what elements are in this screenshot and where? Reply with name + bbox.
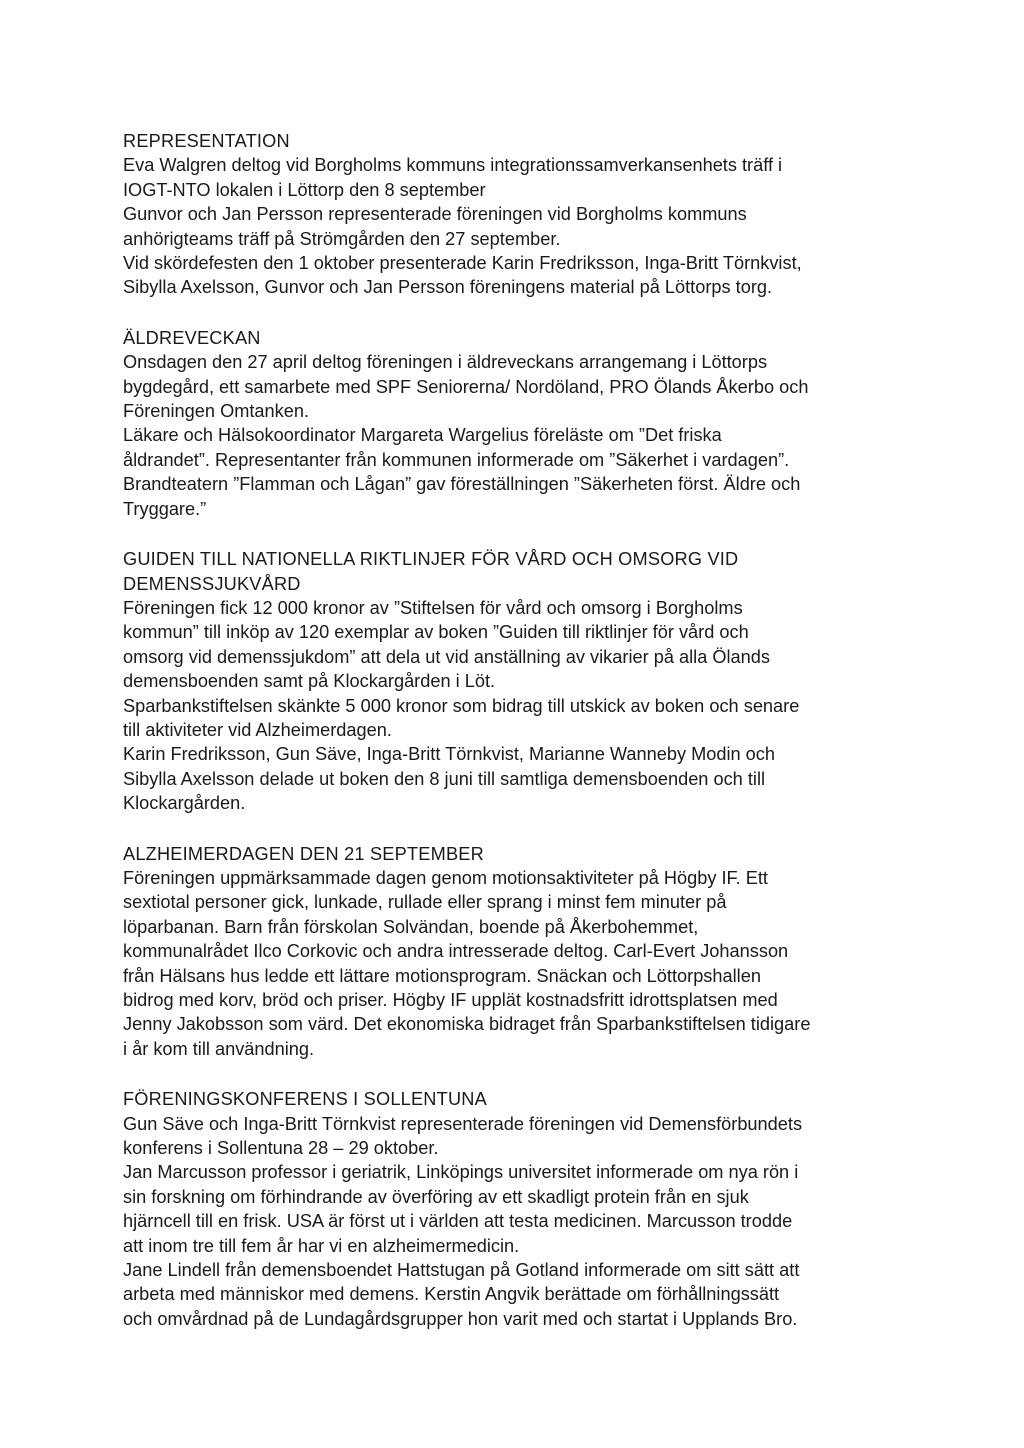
text-line: Sibylla Axelsson, Gunvor och Jan Persson föreningens material på Löttorps torg. [123, 277, 773, 298]
paragraph [123, 423, 913, 472]
heading-line: DEMENSSJUKVÅRD [123, 573, 301, 594]
text-line: konferens i Sollentuna 28 – 29 oktober. [123, 1138, 439, 1159]
text-line: demensboenden samt på Klockargården i Löt. [123, 671, 496, 692]
text-line: Jenny Jakobsson som värd. Det ekonomiska bidraget från Sparbankstiftelsen tidigare [123, 1014, 811, 1035]
paragraph [123, 251, 913, 300]
text-line: Jane Lindell från demensboendet Hattstugan på Gotland informerade om sitt sätt att [123, 1260, 800, 1281]
paragraph [123, 350, 913, 423]
text-line: hjärncell till en frisk. USA är först ut i världen att testa medicinen. Marcusson trodde [123, 1211, 793, 1232]
paragraph [123, 1160, 913, 1258]
text-line: Onsdagen den 27 april deltog föreningen i äldreveckans arrangemang i Löttorps [123, 352, 768, 373]
paragraph [123, 472, 913, 521]
paragraph [123, 694, 913, 743]
section-foreningskonferens [123, 1087, 913, 1331]
text-line: anhörigteams träff på Strömgården den 27 september. [123, 228, 561, 249]
text-line: och omvårdnad på de Lundagårdsgrupper hon varit med och startat i Upplands Bro. [123, 1308, 798, 1329]
text-line: IOGT-NTO lokalen i Löttorp den 8 september [123, 179, 486, 200]
paragraph [123, 153, 913, 202]
section-aldreveckan [123, 326, 913, 521]
heading-line: GUIDEN TILL NATIONELLA RIKTLINJER FÖR VÅRD OCH OMSORG VID [123, 549, 739, 570]
text-line: kommun” till inköp av 120 exemplar av boken ”Guiden till riktlinjer för vård och [123, 622, 749, 643]
text-line: sextiotal personer gick, lunkade, rullade eller sprang i minst fem minuter på [123, 892, 727, 913]
text-line: Klockargården. [123, 793, 246, 814]
text-line: Vid skördefesten den 1 oktober presenterade Karin Fredriksson, Inga-Britt Törnkvist, [123, 253, 802, 274]
section-guiden [123, 547, 913, 815]
section-heading: ALZHEIMERDAGEN DEN 21 SEPTEMBER [123, 843, 484, 864]
text-line: bygdegård, ett samarbete med SPF Seniorerna/ Nordöland, PRO Ölands Åkerbo och [123, 376, 809, 397]
text-line: Karin Fredriksson, Gun Säve, Inga-Britt Törnkvist, Marianne Wanneby Modin och [123, 744, 776, 765]
text-line: omsorg vid demenssjukdom” att dela ut vid anställning av vikarier på alla Ölands [123, 646, 770, 667]
text-line: arbeta med människor med demens. Kerstin Angvik berättade om förhållningssätt [123, 1284, 780, 1305]
paragraph [123, 596, 913, 694]
text-line: bidrog med korv, bröd och priser. Högby IF upplät kostnadsfritt idrottsplatsen med [123, 990, 778, 1010]
text-line: Föreningen fick 12 000 kronor av ”Stiftelsen för vård och omsorg i Borgholms [123, 597, 743, 618]
text-line: Gunvor och Jan Persson representerade föreningen vid Borgholms kommuns [123, 204, 747, 225]
paragraph [123, 742, 913, 815]
paragraph [123, 202, 913, 251]
text-line: löparbanan. Barn från förskolan Solvändan, boende på Åkerbohemmet, [123, 916, 699, 937]
text-line: åldrandet”. Representanter från kommunen informerade om ”Säkerhet i vardagen”. [123, 449, 790, 470]
text-line: från Hälsans hus ledde ett lättare motionsprogram. Snäckan och Löttorpshallen [123, 965, 761, 986]
text-line: i år kom till användning. [123, 1038, 315, 1059]
text-line: till aktiviteter vid Alzheimerdagen. [123, 719, 392, 740]
text-line: Läkare och Hälsokoordinator Margareta Wargelius föreläste om ”Det friska [123, 425, 722, 446]
section-alzheimerdagen [123, 842, 913, 1062]
text-line: Eva Walgren deltog vid Borgholms kommuns integrationssamverkansenhets träff i [123, 155, 783, 176]
paragraph [123, 1112, 913, 1161]
section-heading [123, 547, 913, 596]
text-line: sin forskning om förhindrande av överföring av ett skadligt protein från en sjuk [123, 1186, 749, 1207]
section-heading: FÖRENINGSKONFERENS I SOLLENTUNA [123, 1089, 487, 1110]
section-heading: ÄLDREVECKAN [123, 327, 261, 348]
text-line: Jan Marcusson professor i geriatrik, Linköpings universitet informerade om nya rön i [123, 1162, 799, 1183]
document-page [123, 129, 913, 1357]
paragraph [123, 866, 913, 1061]
paragraph [123, 1258, 913, 1331]
text-line: Sparbankstiftelsen skänkte 5 000 kronor som bidrag till utskick av boken och senare [123, 695, 800, 716]
text-line: Föreningen uppmärksammade dagen genom motionsaktiviteter på Högby IF. Ett [123, 867, 768, 888]
text-line: att inom tre till fem år har vi en alzheimermedicin. [123, 1235, 520, 1256]
text-line: Sibylla Axelsson delade ut boken den 8 juni till samtliga demensboenden och till [123, 768, 766, 789]
text-line: Brandteatern ”Flamman och Lågan” gav föreställningen ”Säkerheten först. Äldre och [123, 474, 801, 495]
text-line: Gun Säve och Inga-Britt Törnkvist representerade föreningen vid Demensförbundets [123, 1113, 803, 1134]
text-line: Tryggare.” [123, 498, 207, 519]
section-representation [123, 129, 913, 300]
section-heading: REPRESENTATION [123, 131, 290, 151]
text-line: kommunalrådet Ilco Corkovic och andra intresserade deltog. Carl-Evert Johansson [123, 941, 789, 962]
text-line: Föreningen Omtanken. [123, 401, 310, 422]
